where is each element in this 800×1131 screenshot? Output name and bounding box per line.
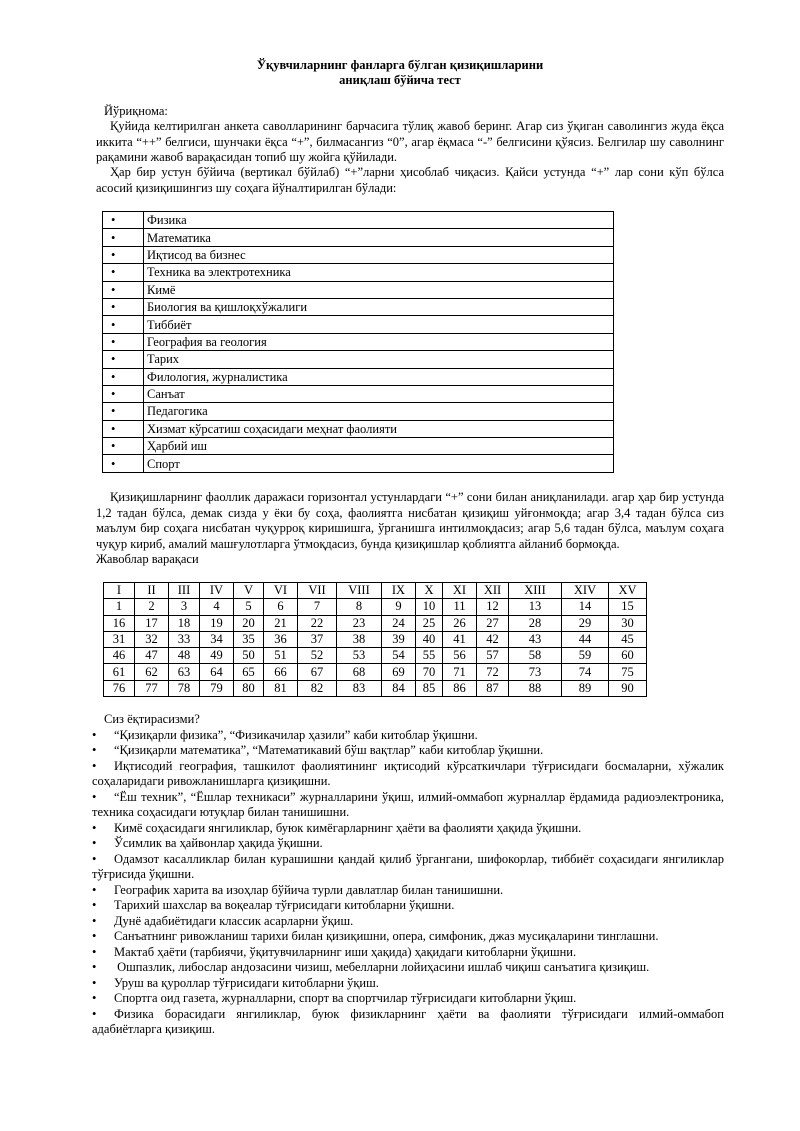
questions-heading: Сиз ёқтирасизми? [104, 712, 200, 726]
field-name: Математика [144, 229, 614, 246]
answer-cell: 90 [609, 680, 647, 696]
answer-cell: 28 [509, 615, 562, 631]
answer-column-header: IX [382, 583, 416, 599]
answer-cell: 74 [562, 664, 609, 680]
activity-paragraph: Қизиқишларнинг фаоллик даражаси горизонтал устунлардаги “+” сони билан аниқланилади. агар ҳар бир устунда 1,2 тадан бўлса, демак сизда у ёки бу соҳа, фаолиятга нисбатан қизиқиш уйғонмоқда; агар 3,4 тадан бўлса сиз маълум бир соҳага нисбатан чуқурроқ киришишга, ўрганишга интилмоқдасиз; агар 5,6 тадан бўлса, маълум соҳага чуқур кириб, амалий машғулотларга ўтмоқдасиз, бунда қизиқишлар қоблиятга айланиб бормоқда. [96, 490, 724, 551]
field-row [103, 351, 614, 368]
answer-cell: 60 [609, 648, 647, 664]
answer-row [104, 680, 647, 696]
bullet-icon: • [103, 351, 144, 368]
answer-cell: 9 [382, 599, 416, 615]
answer-cell: 15 [609, 599, 647, 615]
answer-cell: 72 [477, 664, 509, 680]
answer-row [104, 631, 647, 647]
question-text: Дунё адабиётидаги классик асарларни ўқиш. [114, 913, 354, 928]
answer-cell: 3 [169, 599, 200, 615]
answer-row [104, 599, 647, 615]
answer-cell: 76 [104, 680, 135, 696]
question-text: Иқтисодий география, ташкилот фаолиятининг иқтисодий кўрсаткичлари тўғрисидаги босмаларни, хўжалик соҳаларидаги ривожланишларга қизиқишни. [92, 758, 724, 788]
question-item [92, 790, 724, 821]
answer-cell: 26 [443, 615, 477, 631]
question-text: “Қизиқарли физика”, “Физикачилар ҳазили” каби китоблар ўқишни. [114, 727, 478, 742]
question-item [92, 852, 724, 883]
question-item [92, 728, 724, 744]
answer-cell: 86 [443, 680, 477, 696]
field-name: География ва геология [144, 333, 614, 350]
instructions-paragraph-1: Қуйида келтирилган анкета саволларининг барчасига тўлиқ жавоб беринг. Агар сиз ўқиган саволингиз жуда ёқса иккита “++” белгиси, шунчаки ёқса “+”, билмасангиз “0”, агар ёқмаса “-” белгисини қўясиз. Белгилар шу саволнинг рақамини жавоб варақасидан топиб шу жойга қўйилади. [96, 119, 724, 164]
bullet-icon: • [92, 960, 97, 974]
answer-cell: 21 [264, 615, 298, 631]
answer-cell: 85 [416, 680, 443, 696]
answer-column-header: VII [298, 583, 337, 599]
question-text: Тарихий шахслар ва воқеалар тўғрисидаги китобларни ўқишни. [114, 898, 455, 912]
answer-cell: 55 [416, 648, 443, 664]
answer-cell: 37 [298, 631, 337, 647]
field-row [103, 316, 614, 333]
bullet-icon: • [92, 758, 97, 773]
field-name: Филология, журналистика [144, 368, 614, 385]
title-line-1: Ўқувчиларнинг фанларга бўлган қизиқишларини [256, 58, 544, 72]
answer-cell: 2 [135, 599, 169, 615]
field-name: Тиббиёт [144, 316, 614, 333]
fields-table [102, 211, 614, 473]
question-text: Кимё соҳасидаги янгиликлар, буюк кимёгарларнинг ҳаёти ва фаолияти ҳақида ўқишни. [114, 820, 582, 835]
answer-cell: 69 [382, 664, 416, 680]
answer-column-header: VI [264, 583, 298, 599]
bullet-icon: • [92, 820, 97, 835]
bullet-icon: • [92, 727, 97, 742]
answer-column-header: V [234, 583, 264, 599]
bullet-icon: • [103, 385, 144, 402]
answer-cell: 52 [298, 648, 337, 664]
field-row [103, 229, 614, 246]
question-item [92, 836, 724, 852]
bullet-icon: • [103, 333, 144, 350]
field-row [103, 368, 614, 385]
answer-cell: 19 [200, 615, 234, 631]
question-item [92, 821, 724, 837]
question-item [92, 743, 724, 759]
answer-cell: 36 [264, 631, 298, 647]
bullet-icon: • [103, 316, 144, 333]
answer-cell: 30 [609, 615, 647, 631]
answer-cell: 66 [264, 664, 298, 680]
answer-cell: 78 [169, 680, 200, 696]
question-item [92, 914, 724, 930]
answers-label: Жавоблар варақаси [96, 552, 199, 566]
bullet-icon: • [92, 898, 97, 912]
bullet-icon: • [92, 882, 97, 897]
question-text: Уруш ва қуроллар тўғрисидаги китобларни ўқиш. [114, 975, 379, 990]
answer-cell: 33 [169, 631, 200, 647]
document-title [0, 58, 800, 88]
answer-cell: 23 [337, 615, 382, 631]
field-name: Кимё [144, 281, 614, 298]
answer-cell: 32 [135, 631, 169, 647]
answer-cell: 44 [562, 631, 609, 647]
bullet-icon: • [103, 298, 144, 315]
answer-cell: 62 [135, 664, 169, 680]
question-text: Одамзот касалликлар билан курашишни қандай қилиб ўргангани, шифокорлар, тиббиёт соҳасидаги янгиликлар тўғрисида ўқишни. [92, 851, 724, 881]
bullet-icon: • [103, 403, 144, 420]
answer-cell: 54 [382, 648, 416, 664]
bullet-icon: • [103, 264, 144, 281]
answer-column-header: I [104, 583, 135, 599]
answer-cell: 1 [104, 599, 135, 615]
question-item [92, 883, 724, 899]
answer-cell: 11 [443, 599, 477, 615]
question-text: Ошпазлик, либослар андозасини чизиш, мебелларни лойиҳасини ишлаб чиқиш санъатига қизиқиш. [114, 960, 650, 974]
title-line-2: аниқлаш бўйича тест [339, 73, 461, 87]
answer-cell: 42 [477, 631, 509, 647]
answer-cell: 16 [104, 615, 135, 631]
answer-cell: 5 [234, 599, 264, 615]
answer-cell: 77 [135, 680, 169, 696]
field-name: Тарих [144, 351, 614, 368]
bullet-icon: • [92, 1006, 97, 1021]
answer-cell: 48 [169, 648, 200, 664]
answer-cell: 53 [337, 648, 382, 664]
question-item [92, 1007, 724, 1038]
answer-column-header: X [416, 583, 443, 599]
answer-cell: 18 [169, 615, 200, 631]
answer-sheet-table [103, 582, 647, 697]
answer-cell: 71 [443, 664, 477, 680]
answer-cell: 14 [562, 599, 609, 615]
field-name: Ҳарбий иш [144, 438, 614, 455]
field-row [103, 298, 614, 315]
answer-cell: 79 [200, 680, 234, 696]
answer-cell: 12 [477, 599, 509, 615]
question-text: “Ёш техник”, “Ёшлар техникаси” журналларини ўқиш, илмий-оммабоп журналлар ёрдамида радиоэлектроника, техника соҳасидаги ютуқлар билан танишишни. [92, 789, 724, 819]
question-text: Мактаб ҳаёти (тарбиячи, ўқитувчиларнинг иши ҳақида) ҳақидаги китобларни ўқишни. [114, 944, 577, 959]
bullet-icon: • [103, 368, 144, 385]
question-item [92, 759, 724, 790]
field-name: Хизмат кўрсатиш соҳасидаги меҳнат фаолияти [144, 420, 614, 437]
field-row [103, 438, 614, 455]
answer-cell: 31 [104, 631, 135, 647]
field-row [103, 385, 614, 402]
answer-cell: 87 [477, 680, 509, 696]
field-name: Техника ва электротехника [144, 264, 614, 281]
bullet-icon: • [103, 281, 144, 298]
answer-cell: 49 [200, 648, 234, 664]
bullet-icon: • [92, 913, 97, 928]
answer-cell: 17 [135, 615, 169, 631]
bullet-icon: • [103, 212, 144, 229]
answer-cell: 10 [416, 599, 443, 615]
answer-column-header: XIV [562, 583, 609, 599]
answer-cell: 13 [509, 599, 562, 615]
bullet-icon: • [92, 944, 97, 959]
answer-cell: 24 [382, 615, 416, 631]
bullet-icon: • [103, 438, 144, 455]
answer-cell: 83 [337, 680, 382, 696]
question-text: Географик харита ва изоҳлар бўйича турли давлатлар билан танишишни. [114, 882, 504, 897]
bullet-icon: • [92, 975, 97, 990]
field-name: Иқтисод ва бизнес [144, 246, 614, 263]
answer-column-header: XII [477, 583, 509, 599]
answer-cell: 59 [562, 648, 609, 664]
field-row [103, 281, 614, 298]
answer-cell: 65 [234, 664, 264, 680]
question-item [92, 991, 724, 1007]
answer-cell: 46 [104, 648, 135, 664]
field-name: Физика [144, 212, 614, 229]
answer-column-header: XI [443, 583, 477, 599]
answer-cell: 67 [298, 664, 337, 680]
answer-cell: 70 [416, 664, 443, 680]
answer-cell: 20 [234, 615, 264, 631]
instructions-heading: Йўриқнома: [104, 104, 168, 118]
instructions-paragraph-2: Ҳар бир устун бўйича (вертикал бўйлаб) “+”ларни ҳисоблаб чиқасиз. Қайси устунда “+” лар сони кўп бўлса асосий қизиқишингиз шу соҳага йўналтирилган бўлади: [96, 165, 724, 195]
field-row [103, 333, 614, 350]
answer-cell: 34 [200, 631, 234, 647]
answer-column-header: VIII [337, 583, 382, 599]
field-name: Санъат [144, 385, 614, 402]
answer-cell: 38 [337, 631, 382, 647]
answer-cell: 68 [337, 664, 382, 680]
bullet-icon: • [92, 851, 97, 866]
answer-row [104, 664, 647, 680]
answer-cell: 43 [509, 631, 562, 647]
field-row [103, 420, 614, 437]
answer-row [104, 648, 647, 664]
answer-column-header: IV [200, 583, 234, 599]
field-row [103, 212, 614, 229]
answer-cell: 81 [264, 680, 298, 696]
field-row [103, 264, 614, 281]
field-row [103, 403, 614, 420]
question-text: “Қизиқарли математика”, “Математикавий бўш вақтлар” каби китоблар ўқишни. [114, 743, 544, 757]
question-item [92, 898, 724, 914]
answer-column-header: II [135, 583, 169, 599]
field-name: Спорт [144, 455, 614, 472]
answer-header-row [104, 583, 647, 599]
answer-cell: 82 [298, 680, 337, 696]
bullet-icon: • [92, 836, 97, 850]
answer-cell: 35 [234, 631, 264, 647]
answer-cell: 29 [562, 615, 609, 631]
answer-cell: 6 [264, 599, 298, 615]
question-item [92, 929, 724, 945]
bullet-icon: • [103, 246, 144, 263]
question-item [92, 976, 724, 992]
question-item [92, 945, 724, 961]
question-text: Ўсимлик ва ҳайвонлар ҳақида ўқишни. [114, 836, 323, 850]
answer-cell: 57 [477, 648, 509, 664]
bullet-icon: • [103, 455, 144, 472]
field-row [103, 455, 614, 472]
answer-cell: 61 [104, 664, 135, 680]
answer-cell: 73 [509, 664, 562, 680]
question-text: Санъатнинг ривожланиш тарихи билан қизиқишни, опера, симфоник, джаз мусиқаларини тинглашни. [114, 929, 659, 943]
answer-cell: 40 [416, 631, 443, 647]
questions-list [92, 712, 724, 1038]
answer-column-header: XIII [509, 583, 562, 599]
answer-cell: 84 [382, 680, 416, 696]
answer-cell: 27 [477, 615, 509, 631]
bullet-icon: • [92, 991, 97, 1005]
bullet-icon: • [92, 929, 97, 943]
field-name: Биология ва қишлоқхўжалиги [144, 298, 614, 315]
field-row [103, 246, 614, 263]
answer-cell: 47 [135, 648, 169, 664]
answer-cell: 51 [264, 648, 298, 664]
bullet-icon: • [92, 789, 97, 804]
question-item [92, 960, 724, 976]
bullet-icon: • [92, 743, 97, 757]
answer-cell: 22 [298, 615, 337, 631]
answer-cell: 39 [382, 631, 416, 647]
answer-cell: 88 [509, 680, 562, 696]
answer-cell: 7 [298, 599, 337, 615]
answer-column-header: III [169, 583, 200, 599]
answer-cell: 4 [200, 599, 234, 615]
bullet-icon: • [103, 229, 144, 246]
answer-cell: 41 [443, 631, 477, 647]
answer-row [104, 615, 647, 631]
bullet-icon: • [103, 420, 144, 437]
question-text: Спортга оид газета, журналларни, спорт ва спортчилар тўғрисидаги китобларни ўқиш. [114, 991, 577, 1005]
answer-cell: 58 [509, 648, 562, 664]
question-text: Физика борасидаги янгиликлар, буюк физикларнинг ҳаёти ва фаолияти тўғрисидаги илмий-оммабоп адабиётларга қизиқиш. [92, 1006, 724, 1036]
answer-column-header: XV [609, 583, 647, 599]
answer-cell: 25 [416, 615, 443, 631]
answer-cell: 63 [169, 664, 200, 680]
field-name: Педагогика [144, 403, 614, 420]
answer-cell: 8 [337, 599, 382, 615]
answer-cell: 80 [234, 680, 264, 696]
answer-cell: 50 [234, 648, 264, 664]
answer-cell: 89 [562, 680, 609, 696]
answer-cell: 56 [443, 648, 477, 664]
answer-cell: 64 [200, 664, 234, 680]
answer-cell: 75 [609, 664, 647, 680]
answer-cell: 45 [609, 631, 647, 647]
